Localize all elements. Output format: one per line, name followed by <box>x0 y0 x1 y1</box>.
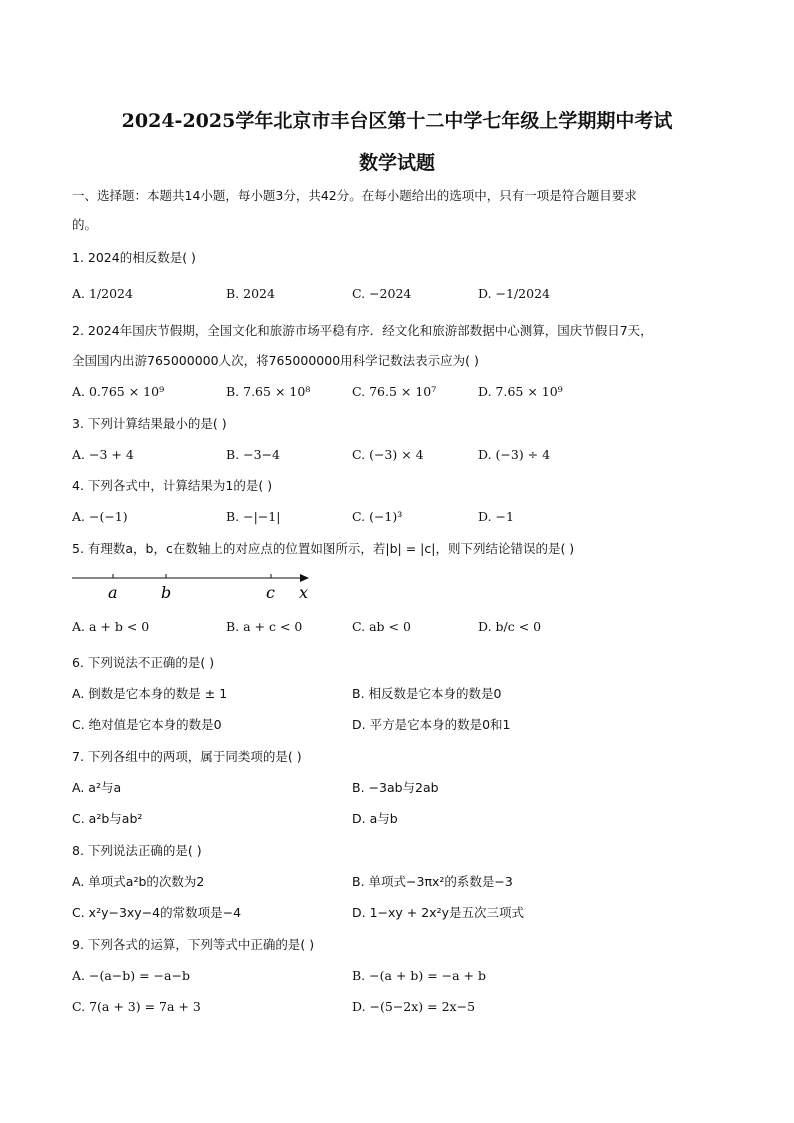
q7-option-a: A. a²与a <box>72 780 122 795</box>
q6-option-d: D. 平方是它本身的数是0和1 <box>352 717 511 732</box>
q3-option-c: C. (−3) × 4 <box>352 447 424 462</box>
q7-stem: 7. 下列各组中的两项，属于同类项的是( ) <box>72 749 302 764</box>
q4-option-d: D. −1 <box>478 509 514 524</box>
q8-option-a: A. 单项式a²b的次数为2 <box>72 874 205 889</box>
q1-option-a: A. 1/2024 <box>72 286 133 301</box>
q9-option-c: C. 7(a + 3) = 7a + 3 <box>72 999 201 1014</box>
q8-option-d: D. 1−xy + 2x²y是五次三项式 <box>352 905 524 920</box>
q6-option-b: B. 相反数是它本身的数是0 <box>352 686 502 701</box>
q3-option-d: D. (−3) ÷ 4 <box>478 447 551 462</box>
q9-option-a: A. −(a−b) = −a−b <box>72 968 190 983</box>
q9-stem: 9. 下列各式的运算，下列等式中正确的是( ) <box>72 937 315 952</box>
q7-option-c: C. a²b与ab² <box>72 811 143 826</box>
label-a: a <box>108 583 118 602</box>
q2-stem-line1: 2. 2024年国庆节假期，全国文化和旅游市场平稳有序．经文化和旅游部数据中心测算，国庆节假日7天， <box>72 323 653 338</box>
q9-option-d: D. −(5−2x) = 2x−5 <box>352 999 476 1014</box>
q5-option-d: D. b/c < 0 <box>478 619 542 634</box>
q2-option-d: D. 7.65 × 10⁹ <box>478 384 563 399</box>
q2-option-b: B. 7.65 × 10⁸ <box>226 384 311 399</box>
q7-option-d: D. a与b <box>352 811 398 826</box>
q3-option-a: A. −3 + 4 <box>72 447 134 462</box>
q4-option-c: C. (−1)³ <box>352 509 403 524</box>
q1-option-d: D. −1/2024 <box>478 286 550 301</box>
q9-option-b: B. −(a + b) = −a + b <box>352 968 487 983</box>
label-c: c <box>266 583 275 602</box>
q5-option-c: C. ab < 0 <box>352 619 411 634</box>
q7-option-b: B. −3ab与2ab <box>352 780 439 795</box>
section-instructions-line2: 的。 <box>72 217 98 232</box>
exam-title: 2024-2025学年北京市丰台区第十二中学七年级上学期期中考试 <box>121 110 673 132</box>
q1-option-b: B. 2024 <box>226 286 275 301</box>
number-line-arrow <box>300 574 309 582</box>
q8-option-c: C. x²y−3xy−4的常数项是−4 <box>72 905 242 920</box>
q2-option-c: C. 76.5 × 10⁷ <box>352 384 437 399</box>
number-line-figure <box>68 566 318 606</box>
q2-option-a: A. 0.765 × 10⁹ <box>72 384 165 399</box>
q6-option-a: A. 倒数是它本身的数是 ± 1 <box>72 686 228 701</box>
q4-option-b: B. −|−1| <box>226 509 281 524</box>
q8-stem: 8. 下列说法正确的是( ) <box>72 843 202 858</box>
q1-stem: 1. 2024的相反数是( ) <box>72 250 196 265</box>
section-instructions-line1: 一、选择题：本题共14小题，每小题3分，共42分。在每小题给出的选项中，只有一项是符合题目要求 <box>72 188 637 203</box>
q5-option-a: A. a + b < 0 <box>72 619 150 634</box>
q4-stem: 4. 下列各式中，计算结果为1的是( ) <box>72 478 273 493</box>
q6-option-c: C. 绝对值是它本身的数是0 <box>72 717 222 732</box>
q2-stem-line2: 全国国内出游765000000人次，将765000000用科学记数法表示应为( ) <box>72 353 479 368</box>
q1-option-c: C. −2024 <box>352 286 412 301</box>
q3-option-b: B. −3−4 <box>226 447 280 462</box>
q3-stem: 3. 下列计算结果最小的是( ) <box>72 416 227 431</box>
q8-option-b: B. 单项式−3πx²的系数是−3 <box>352 874 513 889</box>
q6-stem: 6. 下列说法不正确的是( ) <box>72 655 215 670</box>
exam-subtitle: 数学试题 <box>358 152 435 174</box>
q5-option-b: B. a + c < 0 <box>226 619 303 634</box>
q4-option-a: A. −(−1) <box>72 509 128 524</box>
label-x: x <box>299 583 309 602</box>
q5-stem: 5. 有理数a，b，c在数轴上的对应点的位置如图所示，若|b| = |c|，则下列结论错误的是( ) <box>72 541 575 556</box>
label-b: b <box>161 583 172 602</box>
